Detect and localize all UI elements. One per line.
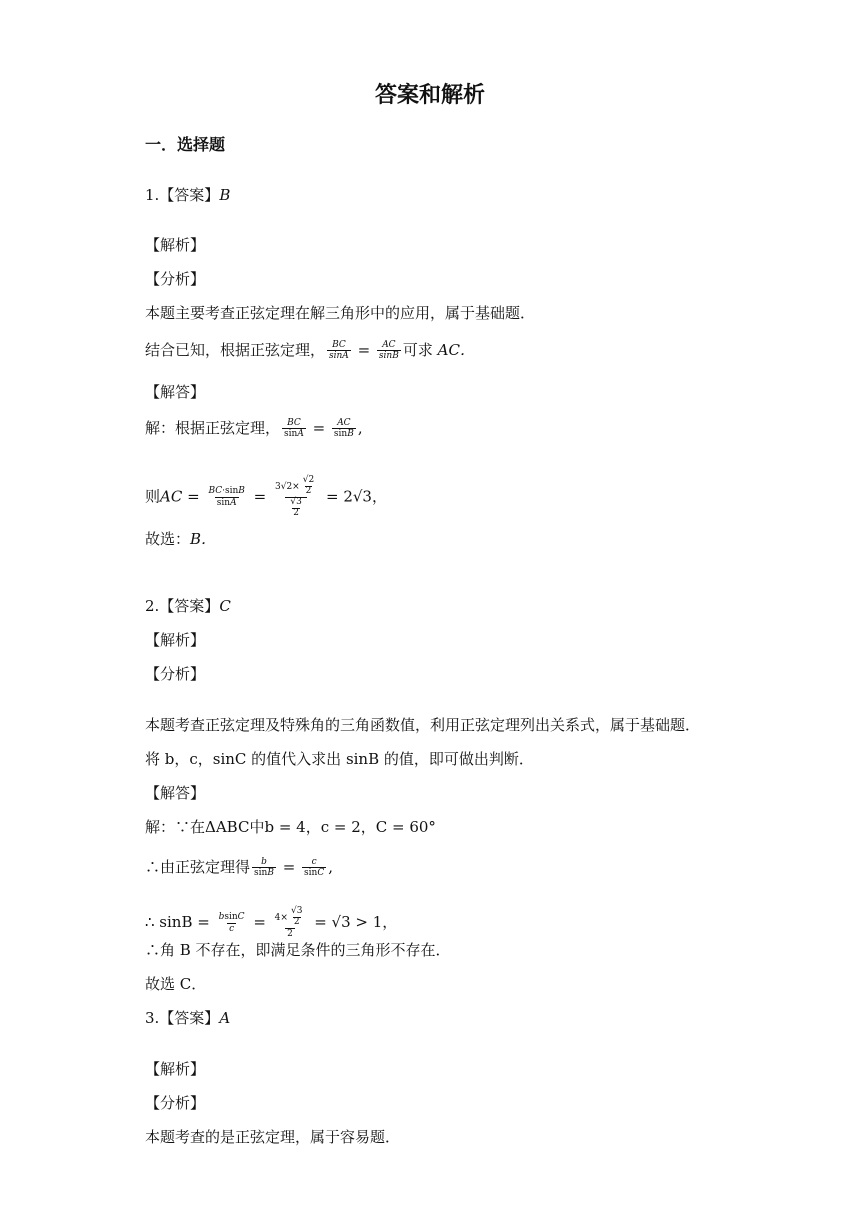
q1-choose-label: 故选： xyxy=(145,530,191,548)
q2-choose-line: 故选 C． xyxy=(145,975,207,993)
q1-sol2-prefix: 则 xyxy=(145,487,161,506)
q2-sol3-result: = √3 > 1， xyxy=(314,913,398,932)
q2-fraction-bsinc-c: $\frac{bsinC}{c}$ xyxy=(218,912,245,934)
q1-combine-text-a: 结合已知，根据正弦定理， xyxy=(145,340,326,359)
q1-fraction-bc-sina-2: $\frac{BC}{\sin A}$ xyxy=(284,418,304,440)
q1-fraction-ac-sinb-2: $\frac{AC}{\sin B}$ xyxy=(333,418,354,440)
q3-jiexi-label: 【解析】 xyxy=(145,1060,206,1078)
q1-solution-line1: 解：根据正弦定理， $\frac{BC}{\sin A}$ = $\frac{AC}{\sin B}$ , xyxy=(145,418,363,440)
q1-fraction-main: $\frac{BC\cdot\sin B}{\sin A}$ xyxy=(208,486,245,508)
q2-substitute-text: 将 b，c，sinC 的值代入求出 sinB 的值，即可做出判断． xyxy=(145,750,534,768)
q2-answer-line xyxy=(145,599,231,614)
q1-sol-prefix: 解：根据正弦定理， xyxy=(145,418,281,437)
q1-choose-ans: B． xyxy=(190,530,217,548)
q1-answer-value: B xyxy=(219,186,231,204)
q2-solution-line3: ∴ sinB = $\frac{bsinC}{c}$ = 4× $\frac{√3}{2}$ 2 = √3 > 1， xyxy=(145,906,398,939)
q2-jieda-label: 【解答】 xyxy=(145,784,206,802)
q2-answer-prefix: 2.【答案】 xyxy=(145,597,220,615)
q3-answer-line xyxy=(145,1011,230,1026)
q1-choose-line xyxy=(145,532,216,547)
q2-fraction-c-sinc: $\frac{c}{\sin C}$ xyxy=(304,857,325,879)
q3-answer-prefix: 3.【答案】 xyxy=(145,1009,220,1027)
page-title: 答案和解析 xyxy=(374,82,485,108)
q1-combine-line: 结合已知，根据正弦定理， $\frac{BC}{\sin A}$ = $\frac{AC}{\sin B}$ 可求 AC． xyxy=(145,340,475,362)
q1-answer-prefix: 1.【答案】 xyxy=(145,186,220,204)
q2-fraction-b-sinb: $\frac{b}{\sin B}$ xyxy=(254,857,274,879)
q2-fenxi-label: 【分析】 xyxy=(145,665,206,683)
q1-fenxi-label: 【分析】 xyxy=(145,270,206,288)
q1-fraction-bc-sina: $\frac{BC}{\sin A}$ xyxy=(329,340,349,362)
q3-analysis-text: 本题考查的是正弦定理，属于容易题． xyxy=(145,1128,401,1146)
q2-answer-value: C xyxy=(219,597,231,615)
section-heading: 一．选择题 xyxy=(145,135,226,154)
q1-combine-text-b: 可求 xyxy=(402,340,433,359)
q1-combine-target: AC． xyxy=(437,340,475,359)
q1-fraction-compound: 3√2× $\frac{√2}{2}$ $\frac{√3}{2}$ xyxy=(275,475,315,518)
q2-sol3-prefix: ∴ sinB = xyxy=(145,913,210,932)
q2-solution-line2: ∴由正弦定理得 $\frac{b}{\sin B}$ = $\frac{c}{\sin C}$ , xyxy=(145,857,334,879)
q3-answer-value: A xyxy=(219,1009,231,1027)
q3-fenxi-label: 【分析】 xyxy=(145,1094,206,1112)
q2-solution-line4: ∴角 B 不存在，即满足条件的三角形不存在． xyxy=(145,941,451,959)
q2-solution-line1: 解：∵在ΔABC中b = 4，c = 2，C = 60° xyxy=(145,818,436,836)
q1-jiexi-label: 【解析】 xyxy=(145,236,206,254)
q1-answer-line xyxy=(145,188,230,203)
q1-analysis-text: 本题主要考查正弦定理在解三角形中的应用，属于基础题． xyxy=(145,304,536,322)
q1-sol-result: = 2√3， xyxy=(325,487,387,506)
q2-sol2-prefix: ∴由正弦定理得 xyxy=(145,857,251,876)
q2-fraction-compound: 4× $\frac{√3}{2}$ 2 xyxy=(274,906,303,939)
q1-fraction-ac-sinb: $\frac{AC}{\sin B}$ xyxy=(378,340,399,362)
q2-analysis-text: 本题考查正弦定理及特殊角的三角函数值，利用正弦定理列出关系式，属于基础题． xyxy=(145,716,701,734)
q1-solution-line2: 则AC = $\frac{BC\cdot\sin B}{\sin A}$ = 3√2× $\frac{√2}{2}$ $\frac{√3}{2}$ = 2√3， xyxy=(145,475,387,518)
q2-jiexi-label: 【解析】 xyxy=(145,631,206,649)
q1-jieda-label: 【解答】 xyxy=(145,383,206,401)
